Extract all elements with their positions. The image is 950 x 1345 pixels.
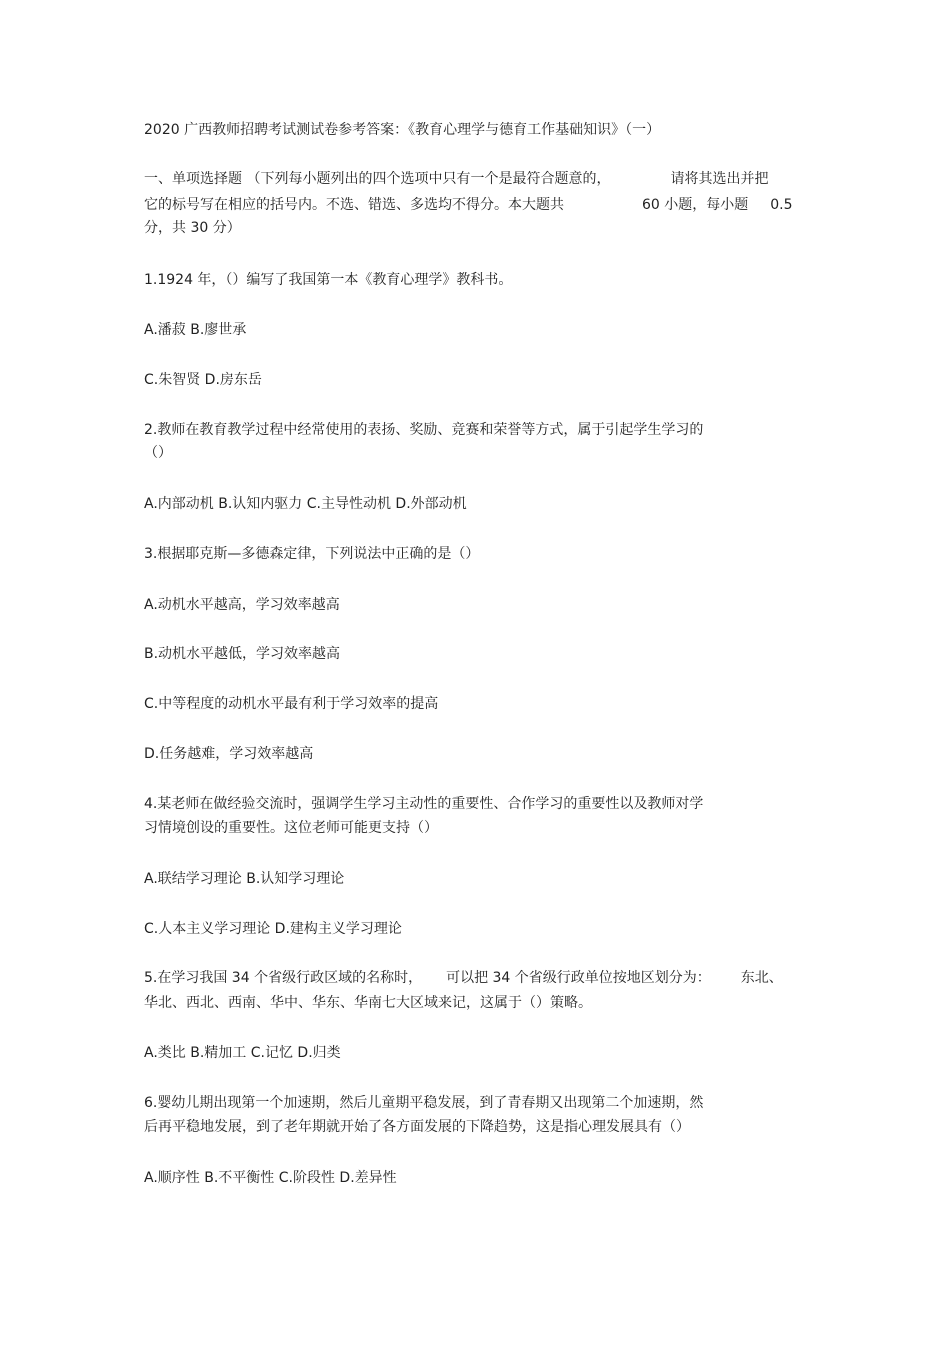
question-4-options-1: A.联结学习理论 B.认知学习理论 <box>144 871 345 887</box>
section-heading-line-3: 分，共 30 分） <box>144 220 241 236</box>
question-6-stem-2: 后再平稳地发展，到了老年期就开始了各方面发展的下降趋势，这是指心理发展具有（） <box>144 1119 690 1135</box>
question-6-options: A.顺序性 B.不平衡性 C.阶段性 D.差异性 <box>144 1170 397 1186</box>
section-heading-part: 0.5 <box>770 197 793 213</box>
question-5-stem-2: 华北、西北、西南、华中、华东、华南七大区域来记，这属于（）策略。 <box>144 995 592 1011</box>
question-3-option-a: A.动机水平越高，学习效率越高 <box>144 597 340 613</box>
question-5-options: A.类比 B.精加工 C.记忆 D.归类 <box>144 1045 341 1061</box>
section-heading-line-2 <box>144 195 793 215</box>
question-5-stem-1 <box>144 968 783 988</box>
question-4-options-2: C.人本主义学习理论 D.建构主义学习理论 <box>144 921 402 937</box>
question-5-stem-part: 东北、 <box>740 970 783 986</box>
question-1-stem: 1.1924 年，（）编写了我国第一本《教育心理学》教科书。 <box>144 272 513 288</box>
question-6-stem-1: 6.婴幼儿期出现第一个加速期，然后儿童期平稳发展，到了青春期又出现第二个加速期，然 <box>144 1095 704 1111</box>
section-heading-line-1 <box>144 169 768 189</box>
question-2-stem-2: （） <box>144 445 172 461</box>
question-4-stem-2: 习情境创设的重要性。这位老师可能更支持（） <box>144 820 438 836</box>
question-1-options-2: C.朱智贤 D.房东岳 <box>144 372 262 388</box>
question-5-stem-part: 5.在学习我国 34 个省级行政区域的名称时， <box>144 970 423 986</box>
question-3-stem: 3.根据耶克斯—多德森定律，下列说法中正确的是（） <box>144 546 480 562</box>
question-2-stem-1: 2.教师在教育教学过程中经常使用的表扬、奖励、竞赛和荣誉等方式，属于引起学生学习的 <box>144 422 704 438</box>
question-3-option-b: B.动机水平越低，学习效率越高 <box>144 646 341 662</box>
question-3-option-c: C.中等程度的动机水平最有利于学习效率的提高 <box>144 696 439 712</box>
document-title: 2020 广西教师招聘考试测试卷参考答案：《教育心理学与德育工作基础知识》（一） <box>144 122 661 138</box>
question-3-option-d: D.任务越难，学习效率越高 <box>144 746 314 762</box>
section-heading-part: 一、单项选择题 （下列每小题列出的四个选项中只有一个是最符合题意的， <box>144 171 611 187</box>
question-4-stem-1: 4.某老师在做经验交流时，强调学生学习主动性的重要性、合作学习的重要性以及教师对学 <box>144 796 704 812</box>
section-heading-part: 它的标号写在相应的括号内。不选、错选、多选均不得分。本大题共 <box>144 197 564 213</box>
section-heading-part: 请将其选出并把 <box>670 171 769 187</box>
section-heading-part: 60 小题，每小题 <box>642 197 749 213</box>
question-2-options: A.内部动机 B.认知内驱力 C.主导性动机 D.外部动机 <box>144 496 467 512</box>
question-1-options-1: A.潘菽 B.廖世承 <box>144 322 247 338</box>
question-5-stem-part: 可以把 34 个省级行政单位按地区划分为： <box>446 970 711 986</box>
